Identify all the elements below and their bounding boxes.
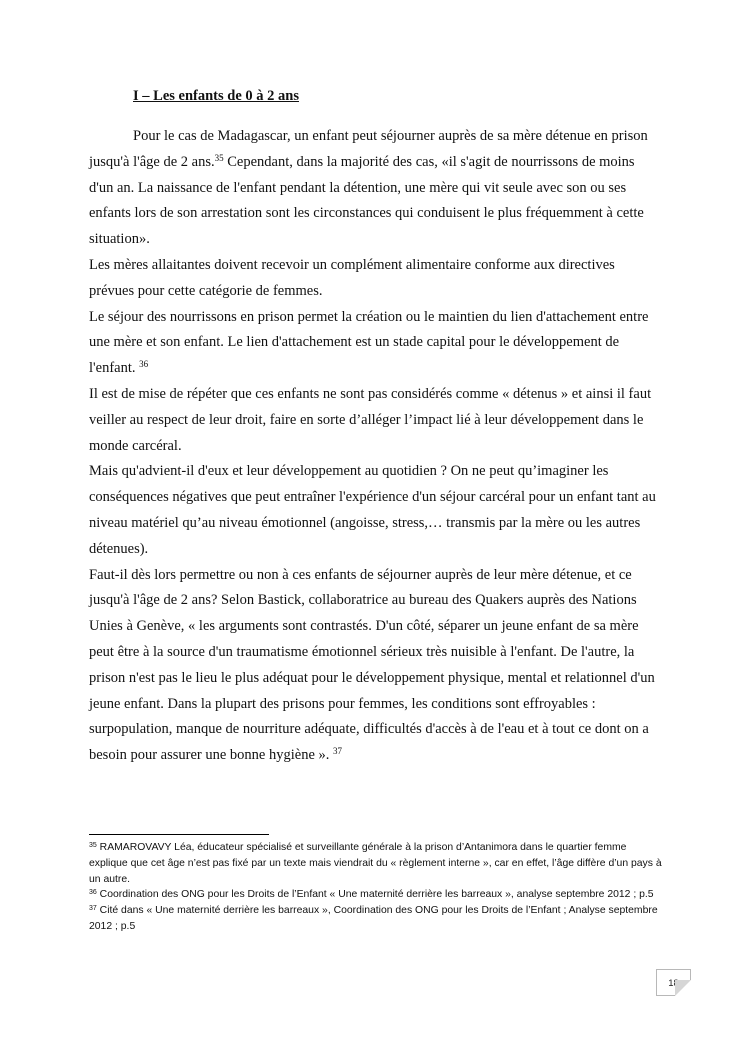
paragraph-2: Les mères allaitantes doivent recevoir un complément alimentaire conforme aux directives prévues pour cette catégorie de femmes. [89, 256, 615, 299]
body-text [89, 124, 659, 769]
footnote-ref-36[interactable]: 36 [139, 359, 149, 370]
paragraph-3 [89, 305, 659, 382]
footnotes [89, 840, 664, 935]
footnote-37 [89, 903, 664, 935]
footnote-text: Cité dans « Une maternité derrière les barreaux », Coordination des ONG pour les Droits de l’Enfant ; Analyse septembre 2012 ; p.5 [89, 905, 658, 932]
paragraph-1 [89, 124, 659, 253]
paragraph-1-text-a: Pour le cas de Madagascar, un enfant peut séjourner auprès de sa mère détenue en prison jusqu'à l'âge de 2 ans. [89, 128, 648, 170]
footnote-ref-37[interactable]: 37 [333, 746, 343, 757]
footnote-36 [89, 887, 664, 903]
footnote-text: Coordination des ONG pour les Droits de l’Enfant « Une maternité derrière les barreaux », analyse septembre 2012 ; p.5 [96, 889, 654, 901]
section-heading: I – Les enfants de 0 à 2 ans [133, 88, 299, 104]
footnote-number: 35 [89, 842, 97, 849]
paragraph-3-text: Le séjour des nourrissons en prison permet la création ou le maintien du lien d'attachement entre une mère et son enfant. Le lien d'attachement est un stade capital pour le développement de l'enfant. [89, 308, 649, 377]
page-curl-icon [675, 980, 691, 996]
paragraph-6-text: Faut-il dès lors permettre ou non à ces enfants de séjourner auprès de leur mère détenue, et ce jusqu'à l'âge de 2 ans? Selon Bastick, collaboratrice au bureau des Quakers auprès des Nations Unies à Genève, « les arguments sont contrastés. D'un côté, séparer un jeune enfant de sa mère peut être à la source d'un traumatisme émotionnel sérieux très nuisible à l'enfant. De l'autre, la prison n'est pas le lieu le plus adéquat pour le développement physique, mental et relationnel d'un jeune enfant. Dans la plupart des prisons pour femmes, les conditions sont effroyables : surpopulation, manque de nourriture adéquate, difficultés d'accès à de l'eau et à tout ce dont on a besoin pour assurer une bonne hygiène ». [89, 566, 655, 764]
footnote-text: RAMAROVAVY Léa, éducateur spécialisé et surveillante générale à la prison d’Antanimora dans le quartier femme explique que cet âge n’est pas fixé par un texte mais viendrait du « règlement interne », car en effet, l’âge diffère d’un pays à un autre. [89, 842, 662, 885]
footnote-ref-35[interactable]: 35 [214, 152, 224, 163]
paragraph-4: Il est de mise de répéter que ces enfants ne sont pas considérés comme « détenus » et ainsi il faut veiller au respect de leur droit, faire en sorte d’alléger l’impact lié à leur développement dans le monde carcéral. [89, 385, 652, 454]
footnote-number: 36 [89, 889, 97, 897]
paragraph-6 [89, 563, 659, 769]
paragraph-5: Mais qu'advient-il d'eux et leur développement au quotidien ? On ne peut qu’imaginer les conséquences négatives que peut entraîner l'expérience d'un séjour carcéral pour un enfant tant au niveau matériel qu’au niveau émotionnel (angoisse, stress,… transmis par la mère ou les autres détenues). [89, 463, 656, 557]
page-number-box [656, 969, 691, 996]
footnote-separator [89, 834, 269, 835]
footnote-35 [89, 840, 664, 887]
paragraph-1-text-b: Cependant, dans la majorité des cas, «il s'agit de nourrissons de moins d'un an. La naissance de l'enfant pendant la détention, une mère qui vit seule avec son ou ses enfants lors de son arrestation sont les circonstances qui conduisent le plus fréquemment à cette situation». [89, 153, 644, 248]
footnote-number: 37 [89, 905, 97, 913]
page-number: 18 [668, 978, 679, 989]
